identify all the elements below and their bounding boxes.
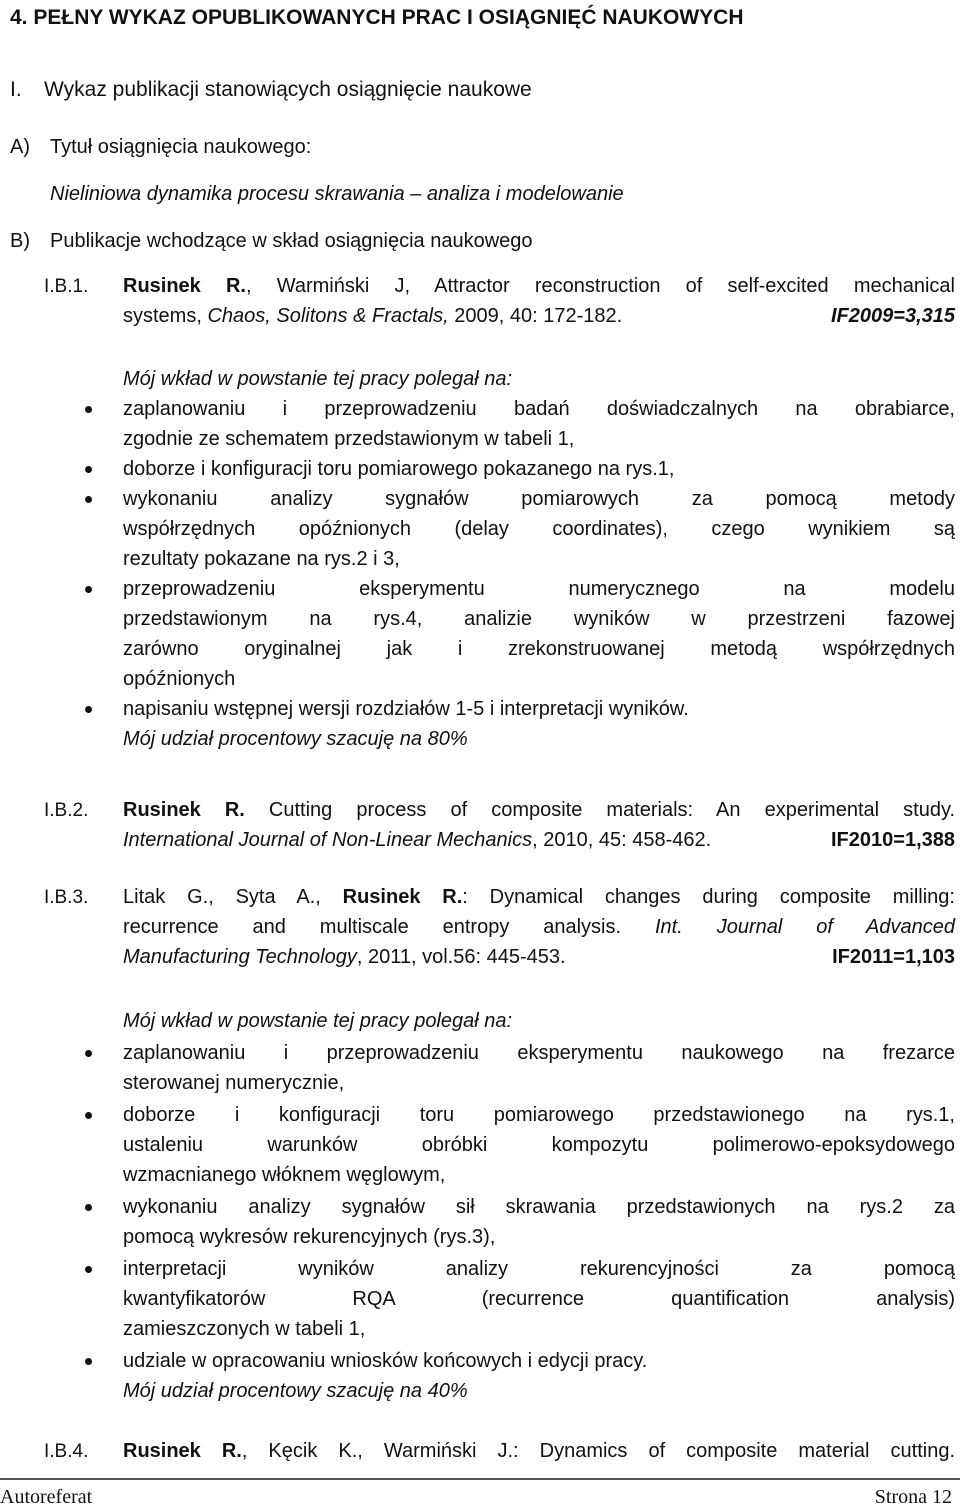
list-line: sterowanej numerycznie, — [123, 1072, 345, 1094]
list-item — [47, 394, 955, 454]
citation-line — [123, 271, 955, 301]
bullet-icon — [85, 1112, 92, 1119]
list-line: wykonaniu analizy sygnałów sił skrawania przedstawionych na rys.2 za — [123, 1196, 955, 1218]
author-bold: Rusinek R. — [123, 275, 246, 297]
footer-divider — [0, 1478, 960, 1480]
publication-entry-1 — [123, 271, 955, 331]
bullet-icon — [85, 1050, 92, 1057]
part-b-title: Publikacje wchodzące w skład osiągnięcia naukowego — [50, 230, 533, 252]
journal-name: Chaos, Solitons & Fractals, — [207, 305, 449, 327]
contribution-block-1 — [123, 364, 955, 754]
list-item — [47, 574, 955, 694]
citation-text: Litak G., Syta A., — [123, 886, 343, 908]
author-bold: Rusinek R. — [123, 799, 245, 821]
citation-line — [123, 795, 955, 825]
footer-page-number: Strona 12 — [874, 1486, 952, 1508]
list-line: rezultaty pokazane na rys.2 i 3, — [123, 548, 400, 570]
part-a-number: A) — [10, 136, 30, 158]
list-line: doborze i konfiguracji toru pomiarowego pokazanego na rys.1, — [123, 458, 675, 480]
citation-text: : Dynamical changes during composite milling: — [462, 886, 955, 908]
contribution-list — [47, 1038, 955, 1376]
list-line: wykonaniu analizy sygnałów pomiarowych za pomocą metody — [123, 488, 955, 510]
entry-id: I.B.1. — [44, 276, 89, 297]
list-line: współrzędnych opóźnionych (delay coordinates), czego wynikiem są — [123, 518, 955, 540]
citation-text: , 2010, 45: 458-462. — [532, 829, 712, 851]
list-line: przedstawionym na rys.4, analizie wyników w przestrzeni fazowej — [123, 608, 955, 630]
bullet-icon — [85, 706, 92, 713]
list-line: wzmacnianego włóknem węglowym, — [123, 1164, 446, 1186]
author-bold: Rusinek R. — [342, 886, 463, 908]
contribution-list — [47, 394, 955, 724]
journal-name: Int. Journal of Advanced — [654, 916, 956, 938]
list-item — [47, 1192, 955, 1252]
list-line: opóźnionych — [123, 668, 236, 690]
list-line: napisaniu wstępnej wersji rozdziałów 1-5 i interpretacji wyników. — [123, 698, 689, 720]
contribution-share: Mój udział procentowy szacuję na 40% — [123, 1380, 468, 1402]
list-item — [47, 484, 955, 574]
list-line: zaplanowaniu i przeprowadzeniu badań doświadczalnych na obrabiarce, — [123, 398, 955, 420]
list-line: doborze i konfiguracji toru pomiarowego przedstawionego na rys.1, — [123, 1104, 955, 1126]
bullet-icon — [85, 466, 92, 473]
achievement-title: Nieliniowa dynamika procesu skrawania – analiza i modelowanie — [50, 183, 624, 205]
citation-text: 2009, 40: 172-182. — [448, 305, 623, 327]
footer-document-name: Autoreferat — [0, 1486, 93, 1508]
journal-name: International Journal of Non-Linear Mechanics — [123, 829, 533, 851]
citation-line — [123, 825, 955, 855]
list-item — [47, 1346, 955, 1376]
citation-line — [123, 301, 955, 331]
citation-text: Cutting process of composite materials: An experimental study. — [244, 799, 956, 821]
list-item — [47, 454, 955, 484]
list-line: udziale w opracowaniu wniosków końcowych i edycji pracy. — [123, 1350, 648, 1372]
bullet-icon — [85, 1266, 92, 1273]
publication-entry-2 — [123, 795, 955, 855]
journal-name: Manufacturing Technology — [123, 946, 357, 968]
list-item — [47, 1100, 955, 1190]
part-b-number: B) — [10, 230, 30, 252]
impact-factor: IF2011=1,103 — [832, 946, 955, 968]
publication-entry-3 — [123, 882, 955, 972]
bullet-icon — [85, 1204, 92, 1211]
impact-factor: IF2010=1,388 — [831, 829, 955, 851]
list-line: interpretacji wyników analizy rekurencyjności za pomocą — [123, 1258, 955, 1280]
part-a-heading — [10, 133, 311, 161]
citation-line — [123, 882, 955, 912]
impact-factor: IF2009=3,315 — [831, 305, 955, 327]
list-line: kwantyfikatorów RQA (recurrence quantification analysis) — [123, 1288, 955, 1310]
entry-id: I.B.2. — [44, 800, 89, 821]
list-line: przeprowadzeniu eksperymentu numerycznego na modelu — [123, 578, 955, 600]
citation-text: systems, — [123, 305, 208, 327]
publication-entry-4 — [123, 1436, 955, 1466]
bullet-icon — [85, 406, 92, 413]
entry-id: I.B.3. — [44, 887, 89, 908]
bullet-icon — [85, 1358, 92, 1365]
section-title: 4. PEŁNY WYKAZ OPUBLIKOWANYCH PRAC I OSIĄGNIĘĆ NAUKOWYCH — [10, 6, 744, 29]
entry-id: I.B.4. — [44, 1441, 89, 1462]
contribution-share: Mój udział procentowy szacuję na 80% — [123, 728, 468, 750]
citation-line — [123, 1436, 955, 1466]
list-line: zamieszczonych w tabeli 1, — [123, 1318, 366, 1340]
list-line: zarówno oryginalnej jak i zrekonstruowanej metodą współrzędnych — [123, 638, 955, 660]
list-line: zaplanowaniu i przeprowadzeniu eksperymentu naukowego na frezarce — [123, 1042, 955, 1064]
part-one-heading — [10, 76, 532, 104]
citation-text: , Kęcik K., Warmiński J.: Dynamics of composite material cutting. — [241, 1440, 955, 1462]
bullet-icon — [85, 496, 92, 503]
list-line: pomocą wykresów rekurencyjnych (rys.3), — [123, 1226, 496, 1248]
list-item — [47, 1038, 955, 1098]
bullet-icon — [85, 586, 92, 593]
citation-line — [123, 912, 955, 942]
list-item — [47, 694, 955, 724]
part-a-title: Tytuł osiągnięcia naukowego: — [50, 136, 312, 158]
list-line: ustaleniu warunków obróbki kompozytu polimerowo-epoksydowego — [123, 1134, 955, 1156]
part-b-heading — [10, 227, 533, 255]
author-bold: Rusinek R. — [123, 1440, 242, 1462]
citation-line — [123, 942, 955, 972]
contribution-intro: Mój wkład w powstanie tej pracy polegał na: — [123, 368, 513, 390]
citation-text: , 2011, vol.56: 445-453. — [356, 946, 566, 968]
contribution-block-3 — [123, 1006, 955, 1406]
part-one-title: Wykaz publikacji stanowiących osiągnięcie naukowe — [44, 78, 532, 101]
list-line: zgodnie ze schematem przedstawionym w tabeli 1, — [123, 428, 575, 450]
part-one-number: I. — [10, 78, 22, 101]
contribution-intro: Mój wkład w powstanie tej pracy polegał na: — [123, 1010, 513, 1032]
list-item — [47, 1254, 955, 1344]
citation-text: , Warmiński J, Attractor reconstruction of self-excited mechanical — [245, 275, 955, 297]
citation-text: recurrence and multiscale entropy analysis. — [123, 916, 655, 938]
